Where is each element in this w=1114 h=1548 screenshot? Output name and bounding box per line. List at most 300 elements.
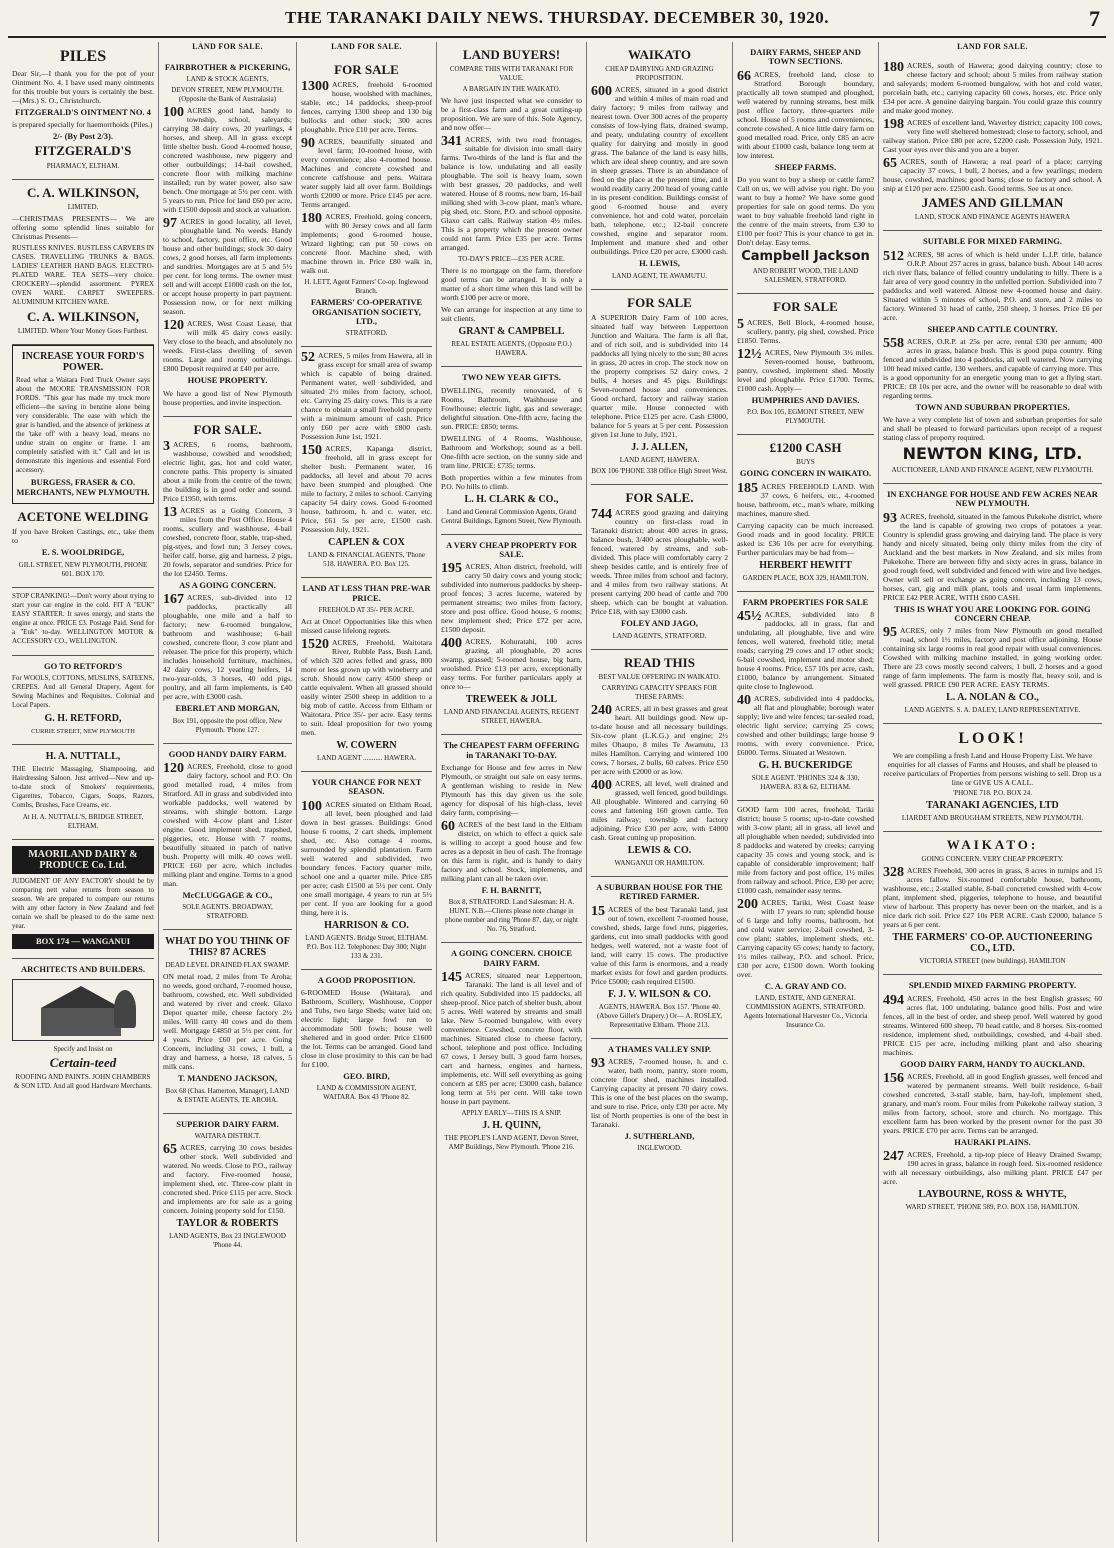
acres-number: 1520 bbox=[301, 637, 329, 653]
page-number: 7 bbox=[1089, 6, 1100, 31]
acres-number: 156 bbox=[883, 1070, 904, 1086]
listing-text: ACRES in good locality, all level, ploughable land. No weeds. Handy to school, factory, post office, etc. Good house and other buildings; stock 30 dairy cows, 2 good horses, all farm implements and sundries. Mortgages are at 5 and 5½ per cent. for long terms. The owner must sell and will accept £1000 cash on the lot, or accept house property in part payment. Possession now, or for next milking season. bbox=[163, 217, 292, 317]
agent-name: F. H. BARNITT, bbox=[481, 885, 542, 896]
look-contact: 'PHONE 718. P.O. BOX 24. bbox=[952, 788, 1033, 797]
listing-text: ACRES, Tariki, West Coast lease with 17 years to run; splendid house of 6 large and lofty rooms, bathroom, hot and cold water service; 2-bail cowshed, 3-cow plant; stables, implement sheds, etc. Carrying capacity 65 cows; handy to factory, 1½ miles railway, P.O. and school. Price, £30 per acre, £1500 down. Worth looking over. bbox=[737, 897, 874, 979]
acres-number: 180 bbox=[301, 211, 322, 227]
column-6 bbox=[732, 42, 878, 1542]
agent-name: Campbell Jackson bbox=[741, 249, 870, 265]
ad-hewitt bbox=[737, 435, 874, 592]
listing-text: ACRES, all in best grasses and great heart. All buildings good. New up-to-date house and all necessary buildings. Six-cow plant (L.K.G.) and engine; 2½ miles Ohaupo, 8 miles Te Awamutu, 13 miles Hamilton. Carrying and wintered 100 cows, 7 horses, 2 bulls, 60 calves. Price £50 per acre with £2000 or as low. bbox=[591, 703, 728, 776]
fitz-price: 2/- (By Post 2/3). bbox=[53, 130, 113, 141]
agent-name: NEWTON KING, LTD. bbox=[902, 444, 1083, 464]
acres-number: 66 bbox=[737, 68, 751, 84]
agent-name: CAPLEN & COX bbox=[328, 537, 405, 549]
ad-nolan bbox=[883, 484, 1102, 724]
agent-name: G. H. BUCKERIDGE bbox=[758, 759, 853, 771]
listing-text: ACRES, Freehold, all in good English grasses, well fenced and watered by permanent streams. Well built residence, 6-bail cowshed concreted, 3-stall stable, barn, hay-loft, implement shed, granary, and man's room. Four miles from Pukekohe railway station, 3 miles from factory, school, store and church. No mortgage. This excellent farm has been worked by the present owner for the past 30 years. PRICE £70 per acre. Terms can be arranged. bbox=[883, 1071, 1102, 1135]
listing-text: ACRES of the best land in the Eltham district, on which to effect a quick sale is willing to accept a good house and few acres as a deposit in lieu of cash. The frontage on this farm is right, and is handy to dairy factory and school. Stock, implements, and milking plant can all be taken over. bbox=[441, 820, 582, 884]
fp-sub: LAND & STOCK AGENTS, bbox=[186, 75, 269, 84]
rt-sub: BEST VALUE OFFERING IN WAIKATO. bbox=[598, 672, 721, 681]
ad-caplen-cox bbox=[301, 347, 432, 578]
listing-text: ACRES, freehold 6-roomed house, woolshed with machines, stable, etc.; 14 paddocks, sheep-proof fences, carrying 1300 sheep and 130 big bullocks and other stock; 300 acres ploughable. Price £10 per acre. Terms. bbox=[301, 80, 432, 135]
agent-name: HERBERT HEWITT bbox=[759, 559, 852, 571]
wilk-intro: —CHRISTMAS PRESENTS— We are offering some splendid lines suitable for Christmas Presents— bbox=[12, 213, 154, 241]
nuttall-addr: At H. A. NUTTALL'S, BRIDGE STREET, ELTHAM. bbox=[22, 812, 144, 830]
category-heading: LAND FOR SALE. bbox=[331, 42, 402, 51]
agent-name: TAYLOR & ROBERTS bbox=[176, 1218, 279, 1230]
ad-retford bbox=[12, 656, 154, 745]
ts-head: TOWN AND SUBURBAN PROPERTIES. bbox=[915, 401, 1070, 412]
category-heading: LAND FOR SALE. bbox=[192, 42, 263, 51]
ad-farmers-coop bbox=[883, 832, 1102, 975]
acres-number: 200 bbox=[737, 896, 758, 912]
agent-addr: WANGANUI OR HAMILTON. bbox=[614, 858, 705, 867]
listing-text: ACRES, situated near Leppertoon, Taranaki. The land is all level and of rich quality. Subdivided into 15 paddocks, all sheep-proof. Nice patch of shelter bush, about 5 acres. Well watered by streams and small lake. New 5-roomed bungalow, with every convenience. Cowshed, concrete floor, with machines. Situated close to cheese factory, school, telephone and post office. Including 67 cows, 1 Jersey bull, 3 good farm horses, cart and harness, engines and harness, implements, etc. Will sell everything as going concern at £85 per acre; £3000 cash, balance long term at 5½ per cent. Will take town house in part payment. bbox=[441, 971, 582, 1107]
listing-text: ACRES, Alton district, freehold, will carry 50 dairy cows and young stock; subdivided into numerous paddocks by sheep-proof fences; 3 acres lucerne, watered by permanent streams; two miles from factory, store and post office. Good house, 6 rooms; new implement shed; Price £72 per acre, £1500 deposit. bbox=[441, 562, 582, 635]
listing-text: ACRES, subdivided into 8 paddocks, all in grass, flat and undulating, all ploughable, live and wire fences, well watered, freehold title; metal roads; carrying 29 cows and 17 other stock; 6-bail cowshed, implement and motor shed; house 4 rooms. Price, £57 10s per acre, cash, £1000, balance by arrangement. Situated quite close to Inglewood. bbox=[737, 609, 874, 691]
listing-text: ACRES, Freehold, 450 acres in the best English grasses; 60 acres flat, 100 undulating, balance good hills. Post and wire fences, all in the best of order, and sheep proof. Well watered by good streams. Wintered 600 sheep, 70 head cattle, and 8 horses. Six-roomed residence, implement shed, outbuildings, cowshed, and 4-bail shed. PRICE £15 per acre, including milking plant and also shearing machines. bbox=[883, 993, 1102, 1057]
acres-number: 150 bbox=[301, 443, 322, 459]
column-3 bbox=[296, 42, 436, 1542]
agent-addr: P.O. Box 105, EGMONT STREET, NEW PLYMOUTH. bbox=[747, 407, 864, 425]
ford-head: INCREASE YOUR FORD'S POWER. bbox=[21, 351, 145, 374]
ford-text: Read what a Waitara Ford Truck Owner says about the MOORE TRANSMISSION FOR FORDS. "This gear has made my truck more efficient—the saving in benzine alone being very considerable. The ease with which the gear is handled, and the absence of jerkiness at the 'take off' with a heavy load, means no undue strain on engine or frame. I am completely satisfied with it." Call and let us demonstrate this ingenious and essential Ford accessory. bbox=[16, 376, 150, 475]
ad-newton-king bbox=[883, 231, 1102, 484]
ch-head: The CHEAPEST FARM OFFERING in TARANAKI TO-DAY. bbox=[443, 740, 580, 760]
agent-name: EBERLET AND MORGAN, bbox=[175, 703, 280, 714]
ad-ca-gray bbox=[737, 801, 874, 1038]
agent-addr: LAND AGENT, TE AWAMUTU. bbox=[611, 271, 708, 280]
gc-head: AS A GOING CONCERN. bbox=[179, 579, 276, 590]
ad-lh-clark bbox=[441, 367, 582, 534]
agent-name: L. A. NOLAN & CO., bbox=[946, 692, 1039, 704]
ad-laybourne bbox=[883, 975, 1102, 1220]
ad-lewis-co bbox=[591, 650, 728, 877]
listing-text: ACRES good grazing and dairying country on first-class road in Taranaki district; about 400 acres in grass, balance bush, 3/400 acres ploughable, well-fenced, watered by streams, and sub-divided. This place will comfortably carry 2 sheep besides cattle, and is entirely free of weeds. Three miles from school and factory, and 4 miles from two railway stations. At present carrying 200 head of cattle and 700 sheep, which can be bought at valuation. Price £18, with say £3000 cash. bbox=[591, 508, 728, 617]
acres-number: 45½ bbox=[737, 608, 762, 624]
mf-head: SUITABLE FOR MIXED FARMING. bbox=[923, 236, 1062, 247]
ad-taylor-roberts bbox=[163, 1114, 292, 1258]
acres-number: 95 bbox=[883, 625, 897, 641]
td-text-2: We can arrange for inspection at any time to suit clients. bbox=[441, 305, 582, 324]
acres-number: 247 bbox=[883, 1149, 904, 1165]
wk-head: WAIKATO bbox=[627, 47, 692, 62]
listing-text: ACRES, Bell Block, 4-roomed house, scullery, pantry, pig shed, cowshed. Price £1850. Terms. bbox=[737, 317, 874, 345]
fp-head: FAIRBROTHER & PICKERING, bbox=[164, 62, 291, 72]
house-illustration bbox=[12, 979, 154, 1041]
agent-name: FOLEY AND JAGO, bbox=[621, 618, 698, 629]
vc-head: A VERY CHEAP PROPERTY FOR SALE. bbox=[446, 539, 577, 559]
acres-number: 100 bbox=[301, 798, 322, 814]
acres-number: 120 bbox=[163, 761, 184, 777]
acres-number: 90 bbox=[301, 136, 315, 152]
td-text: There is no mortgage on the farm, therefore good terms can be arranged. It is only a matter of a short time when this land will be worth £100 per acre or more. bbox=[441, 266, 582, 303]
listing-text: ACRES, Kohuratahi, 100 acres grazing, all ploughable, 20 acres swamp, grassed; 5-roomed house, big barn, woolshed. Price £13 per acre, exceptionally easy terms. For further particulars apply at once to— bbox=[441, 637, 582, 692]
arch-text: ROOFING AND PAINTS. JOHN CHAMBERS & SON LTD. And all good Hardware Merchants. bbox=[14, 1072, 152, 1090]
acres-number: 12½ bbox=[737, 346, 762, 362]
column-2 bbox=[158, 42, 296, 1542]
listing-text: ACRES, freehold land, close to Stratford Borough boundary, practically all town stumped and ploughed, well watered by running streams, best milk post office factory, three-quarters mile school. House of 5 rooms and conveniences, concrete cowshed. A nice little dairy farm on good metalled road. Price, only £85 an acre with about £1000 cash, balance long term at low interest. bbox=[737, 69, 874, 160]
nuttall-name: H. A. NUTTALL, bbox=[45, 750, 121, 762]
agent-name: C. A. GRAY AND CO. bbox=[764, 980, 847, 991]
look-text: We are compiling a fresh Land and House Property List. We have enquiries for all classes of Farms and Houses, and shall be pleased to receive particulars of Properties from persons wishing to sell. Drop us a line or GIVE US A CALL. bbox=[883, 750, 1102, 787]
listing-text: ACRES, south of Hawera; good dairying country; close to cheese factory and school; about 5 miles from railway station and saleyards; modern 6-roomed bungalow, with hot and cold water, porcelain bath, etc.; carrying capacity 60 cows, horses, etc. Price only £34 per acre. A genuine dairying bargain. You could graze this country and make good money. bbox=[883, 61, 1102, 115]
wilk-list: RUSTLESS KNIVES. RUSTLESS CARVERS IN CASES. TRAVELLING TRUNKS & BAGS. LADIES' LEATHER HAND BAGS. ELECTRO-PLATED WARE. TEA SETS—very choice. CROCKERY—splendid assortment. PYREX OVEN WARE. CARPET SWEEPERS. ALUMINIUM KITCHEN WARE. bbox=[12, 243, 154, 306]
stop-text: STOP CRANKING!—Don't worry about trying to start your car engine in the cold. FIT A "EUK" EASY STARTER. It saves energy, and starts the engine at once. PRICE £3. Postage Paid. Send for a "Euk" to-day. WELLINGTON MOTOR & ACCESSORY CO., WELLINGTON. bbox=[12, 591, 154, 645]
ad-euk-starter bbox=[12, 588, 154, 656]
agent-note: H. LETT, Agent Farmers' Co-op. Inglewood Branch. bbox=[304, 278, 429, 296]
c12-sub: BUYS bbox=[796, 458, 815, 467]
column-7 bbox=[878, 42, 1106, 1542]
acres-number: 145 bbox=[441, 970, 462, 986]
arch-brand: Certain-teed bbox=[49, 1054, 117, 1070]
acres-number: 341 bbox=[441, 134, 462, 150]
agent-name: GRANT & CAMPBELL bbox=[458, 326, 565, 338]
agent-addr: LAND, ESTATE, AND GENERAL COMMISSION AGENTS, STRATFORD. Agents International Harvester Co., Victoria Insurance Co. bbox=[743, 994, 868, 1030]
agent-name: TARANAKI AGENCIES, LTD bbox=[926, 799, 1059, 811]
sf-head: SHEEP FARMS. bbox=[774, 161, 837, 172]
wd-head: WHAT DO YOU THINK OF THIS? 87 ACRES bbox=[165, 936, 290, 959]
acres-number: 97 bbox=[163, 216, 177, 232]
piles-title: PILES bbox=[59, 48, 107, 65]
listing-text: ACRES, sub-divided into 12 paddocks, practically all ploughable, one mile and a half to factory; new 6-roomed bungalow, bathroom and washhouse; 6-bail cowshed, concrete floor, 3 cow plant and releaser. The price for this property, which includes household furniture, machines, 42 dairy cows, 12 yearling heifers, 14 two-year-olds, 3 horses, 40 odd pigs, poultry, and all farm implements, is £40 per acre, with £3000 cash. bbox=[163, 593, 292, 702]
for-sale-heading: FOR SALE bbox=[334, 62, 399, 77]
retford-addr: CURRIE STREET, NEW PLYMOUTH bbox=[31, 727, 135, 735]
gp-head: A GOOD PROPOSITION. bbox=[317, 974, 416, 985]
ch-text: Exchange for House and few acres in New Plymouth, or straight out sale on easy terms. A gentleman wishing to reside in New Plymouth has this day given us the sole agency for disposal of his high-class, level dairy farm, comprising— bbox=[441, 763, 582, 818]
agent-addr: LAND AGENTS. S. A. DALEY, LAND REPRESENTATIVE. bbox=[904, 706, 1081, 715]
agent-addr: AND ROBERT WOOD, THE LAND SALESMEN, STRATFORD. bbox=[752, 267, 859, 285]
lb-sub: COMPARE THIS WITH TARANAKI FOR VALUE. bbox=[449, 65, 574, 83]
agent-addr: LAND AGENTS, STRATFORD. bbox=[612, 631, 707, 640]
ny-2: DWELLING of 4 Rooms, Washhouse, Bathroom and Workshop; sound as a bell. One-fifth acre section, on the sunny side and tram line. PRICE: £735; terms. bbox=[441, 433, 582, 470]
hp-head: HOUSE PROPERTY. bbox=[187, 375, 268, 386]
dt-head: DAIRY FARMS, SHEEP AND TOWN SECTIONS. bbox=[750, 47, 861, 67]
agent-addr: LAND AGENTS, Box 23 INGLEWOOD 'Phone 44. bbox=[169, 1232, 286, 1250]
rt-sub-2: CARRYING CAPACITY SPEAKS FOR THESE FARMS: bbox=[601, 683, 718, 701]
agent-sub: LAND AGENT, HAWERA. bbox=[619, 455, 700, 464]
sb-head: A SUBURBAN HOUSE FOR THE RETIRED FARMER. bbox=[596, 881, 723, 902]
listing-text: ACRES of excellent land, Waverley district; capacity 100 cows, very fine well sheltered homestead; close to factory, school, and railway station. Price £80 per acre, £2200 cash. Possession July, 1921. Cast your eyes over this and you are a buyer. bbox=[883, 118, 1102, 154]
listing-text: ACRES, all level, well drained and grassed, well fenced, good buildings. All ploughable. Wintered and carrying 60 cows and fattening 160 grown cattle. Ten miles railway; township and factory adjoining. Price £30 per acre, with £4000 cash. Great cutting up proposition. bbox=[591, 778, 728, 842]
listing-text: ACRES, 98 acres of which is held under L.I.P. title, balance O.R.P. About 257 acres in grass, balance bush. About 140 acres rich river flats, balance of felled country undulating to hilly. There is a fair area of very good country in the unfelled portion. Subdivided into 7 paddocks and well watered. Almost new 4-roomed house and dairy. Situated within 5 minutes of school, P.O. and store, and 2 miles to factory. Wintered 31 head of cattle, 250 sheep, 3 horses. Price £6 per acre. bbox=[883, 249, 1102, 322]
acres-number: 5 bbox=[737, 316, 744, 332]
agent-name: J. J. ALLEN, bbox=[631, 441, 688, 453]
acet-head: ACETONE WELDING bbox=[17, 508, 149, 524]
wilk-tag: LIMITED. Where Your Money Goes Furthest. bbox=[17, 327, 149, 336]
agent-addr: Land and General Commission Agents, Grand Central Buildings, Egmont Street, New Plymouth. bbox=[441, 507, 582, 525]
acres-number: 600 bbox=[591, 84, 612, 100]
listing-text: ACRES, 6 rooms, bathroom, washhouse, cowshed and woodshed; electric light, gas, hot and cold water, concrete paths. This property is situated about a mile from the centre of the town; the building is in good order and sound. Price £1950, with terms. bbox=[163, 439, 292, 503]
agent-name: L. H. CLARK & CO., bbox=[464, 493, 559, 505]
agent-addr: LAND AND FINANCIAL AGENTS, REGENT STREET, HAWERA. bbox=[443, 708, 580, 726]
agent-name: THE FARMERS' CO-OP. AUCTIONEERING CO., LTD. bbox=[892, 932, 1093, 955]
agent-name: HARRISON & CO. bbox=[324, 919, 409, 931]
agent-addr: STRATFORD. bbox=[345, 329, 388, 338]
c12-sub-2: GOING CONCERN IN WAIKATO. bbox=[739, 468, 872, 479]
agent-name: LAYBOURNE, ROSS & WHYTE, bbox=[918, 1189, 1067, 1201]
acres-number: 400 bbox=[441, 636, 462, 652]
ad-fairbrother bbox=[163, 57, 292, 417]
ad-cowern bbox=[301, 578, 432, 772]
agent-addr: LAND AGENT ........... HAWERA. bbox=[316, 754, 417, 763]
gcc-head: A GOING CONCERN. CHOICE DAIRY FARM. bbox=[451, 948, 572, 968]
listing-text: ACRES, 5 miles from Hawera, all in grass except for small area of swamp which is capable of being drained. Permanent water, well subdivided, and situated 2½ miles from factory, school, etc. Carrying 25 dairy cows. This is a rare chance to obtain a small freehold property with a minimum amount of cash. Price only £60 per acre with £800 cash. Possession June 1st, 1921. bbox=[301, 351, 432, 442]
column-4 bbox=[436, 42, 586, 1542]
listing-text: ACRES of the best Taranaki land, just out of town, excellent 7-roomed house, cowshed, sheds, large fowl runs, piggeries, gardens, cut into small paddocks with good hedges, well watered, not a waste foot of land, will carry 15 cows. The productive value of this farm is enormous, and a ready market exists for fowl and garden products. Price £5000; cash required £1500. bbox=[591, 904, 728, 986]
gp-text: 6-ROOMED House (Waitara), and Bathroom, Scullery, Washhouse, Copper and Tubs, two large Sheds; water laid on; electric light; large fowl run to accommodate 500 fowls; house well sheltered and in good order. Price £1600 the lot. Terms can be arranged. Good land close in close proximity to this can be had for £100. bbox=[301, 988, 432, 1070]
agent-addr: LAND & COMMISSION AGENT, WAITARA. Box 43 'Phone 82. bbox=[316, 1084, 417, 1102]
wilk-sub: LIMITED. bbox=[67, 202, 99, 211]
ad-eberlet bbox=[163, 417, 292, 744]
acres-number: 195 bbox=[441, 561, 462, 577]
agent-name: H. LEWIS, bbox=[639, 258, 680, 269]
listing-text: A SUPERIOR Dairy Farm of 100 acres, situated half way between Leppertoon Junction and Waitara. The farm is all flat, and of rich soil, and is subdivided into 14 paddocks all lying nicely to the sun; 80 acres in grass, 20 acres in crop. The stock now on the property comprises 52 dairy cows, 2 bulls, 4 horses and 45 pigs. Buildings: Seven-roomed house and conveniences. Good orchard, factory and railway station quarter mile. House connected with telephone. Price £125 per acre. Cash £3000, balance for 5 years at 5 per cent. Possession given 1st June to July, 1921. bbox=[591, 312, 728, 439]
fitz-sub: PHARMACY, ELTHAM. bbox=[46, 161, 120, 170]
maori-foot: BOX 174 — WANGANUI bbox=[12, 934, 154, 949]
ad5-foot: APPLY EARLY—THIS IS A SNIP. bbox=[461, 1109, 562, 1118]
look-head: LOOK! bbox=[958, 730, 1027, 748]
column-5 bbox=[586, 42, 732, 1542]
listing-text: GOOD farm 100 acres, freehold, Tariki district; house 5 rooms; up-to-date cowshed with 3-cow plant; all in grass, all level and all ploughable when needed; subdivided into 8 paddocks and watered by creeks; carrying capacity 35 cows and young stock, and is capable of considerable improvement; half mile from factory and post office, 1½ miles from railway and school. Price, £30 per acre; £1000 cash, remainder easy terms. bbox=[737, 804, 874, 895]
acres-number: 1300 bbox=[301, 79, 329, 95]
listing-text: ACRES, Freehold, close to good dairy factory, school and P.O. On good metalled road, 4 miles from Stratford. All in grass and subdivided into workable paddocks, well watered by streams, with shingle bottom. Large cowshed with 4-cow plant and Lister engine. Good implement shed, trapshed, piggeries, etc. House with 7 rooms, beautifully situated in patch of native bush. Property will milk 40 cows well. PRICE £60 per acre, which includes milking plant and engine. Terms to a good man. bbox=[163, 762, 292, 889]
agent-addr: Box 8, STRATFORD. Land Salesman: H. A. HUNT. N.B.—Clients please note change in phone number and ring 'Phone 87, day, or night No. 76, Stratford. bbox=[444, 898, 578, 934]
ad-maoriland bbox=[12, 840, 154, 959]
acres-number: 15 bbox=[591, 903, 605, 919]
retford-head: GO TO RETFORD'S bbox=[43, 660, 123, 671]
gh-head: GOOD HANDY DAIRY FARM. bbox=[168, 748, 287, 759]
ad-nuttall bbox=[12, 745, 154, 840]
listing-text: ACRES, Freehold, a tip-top piece of Heavy Drained Swamp; 190 acres in grass, balance in rough feed. Six-roomed residence with all necessary outbuildings, also milking plant. PRICE £47 per acre. bbox=[883, 1150, 1102, 1187]
agent-addr: LIARDET AND BROUGHAM STREETS, NEW PLYMOUTH. bbox=[901, 813, 1084, 822]
acres-number: 93 bbox=[591, 1055, 605, 1071]
wd-sub: DEAD LEVEL DRAINED FLAX SWAMP. bbox=[165, 961, 290, 970]
agent-name: JAMES AND GILLMAN bbox=[921, 195, 1064, 210]
retford-list: For WOOLS, COTTONS, MUSLINS, SATEENS, CREPES. And all General Drapery, Agent for Sewing Machines and Requisites. Colonial and Local Papers. bbox=[12, 673, 154, 709]
ad-buckeridge bbox=[737, 592, 874, 801]
agent-addr: Box 191, opposite the post office, New Plymouth. 'Phone 127. bbox=[172, 716, 283, 734]
ad-wilkinson bbox=[12, 180, 154, 346]
ex-head: IN EXCHANGE FOR HOUSE AND FEW ACRES NEAR NEW PLYMOUTH. bbox=[887, 488, 1098, 509]
agent-addr: SOLE AGENTS. BROADWAY, STRATFORD. bbox=[182, 903, 273, 921]
ad-foley-jago bbox=[591, 485, 728, 650]
agent-addr: GARDEN PLACE, BOX 329, HAMILTON. bbox=[742, 573, 869, 582]
acres-number: 100 bbox=[163, 105, 184, 121]
agent-name: FARMERS' CO-OPERATIVE ORGANISATION SOCIETY, LTD., bbox=[310, 297, 423, 326]
ny-head: TWO NEW YEAR GIFTS. bbox=[462, 372, 561, 383]
nuttall-text: THE Electric Massaging, Shampooing, and Hairdressing Saloon. Just arrived—New and up-to-date stock of Smokers' requirements, Cigarettes, Tobacco, Cigars, Soaps, Razors, Combs, Brushes, Face Creams, etc. bbox=[12, 764, 154, 809]
ad-campbell-jackson bbox=[737, 42, 874, 294]
arch-sub: Specify and Insist on bbox=[53, 1044, 113, 1053]
agent-name: F. J. V. WILSON & CO. bbox=[608, 988, 711, 1000]
agent-addr: AGENTS, HAWERA. Box 157. 'Phone 40. (Above Gillet's Drapery.) Or— A. ROSLEY, Representative Eltham. 'Phone 213. bbox=[596, 1002, 723, 1029]
ad-humphries-davies bbox=[737, 294, 874, 435]
agent-name: W. COWERN bbox=[336, 740, 397, 752]
sd-head: SUPERIOR DAIRY FARM. bbox=[176, 1118, 279, 1129]
lp-head: LAND AT LESS THAN PRE-WAR PRICE. bbox=[302, 583, 431, 603]
agent-addr: SOLE AGENT. 'PHONES 324 & 330, HAWERA. 83 & 62, ELTHAM. bbox=[751, 773, 860, 791]
ad-harrison bbox=[301, 772, 432, 970]
ad-piles bbox=[12, 42, 154, 180]
lp-text: Act at Once! Opportunities like this when missed cause lifelong regrets. bbox=[301, 617, 432, 636]
agent-addr: LAND, STOCK AND FINANCE AGENTS HAWERA bbox=[914, 213, 1071, 222]
maori-head: MAORILAND DAIRY & PRODUCE Co. Ltd. bbox=[12, 846, 154, 874]
wilk-name: C. A. WILKINSON, bbox=[26, 184, 140, 200]
acres-number: 328 bbox=[883, 865, 904, 881]
sm-head: SPLENDID MIXED FARMING PROPERTY. bbox=[908, 980, 1077, 991]
ny-1: DWELLING, recently renovated, of 6 Rooms, Bathroom, Washhouse and Fowlhouse; electric light, gas and sewerage; delightful situation. One-fifth acre, facing the sun. PRICE: £850; terms. bbox=[441, 385, 582, 431]
fitz-heading: FITZGERALD'S OINTMENT NO. 4 bbox=[15, 106, 151, 117]
ad-fcos bbox=[301, 57, 432, 347]
sc-head: SHEEP AND CATTLE COUNTRY. bbox=[927, 323, 1058, 334]
maori-text: JUDGMENT OF ANY FACTORY should be by comparing nett value returns from season to season. We are prepared to compare our returns with any other factory in New Zealand and feel certain we shall be pleased to do the same next year. bbox=[12, 876, 154, 930]
sf-text: Do you want to buy a sheep or cattle farm? Call on us, we will advise you right. Do you want to buy a home? We have some good properties for sale on good terms. Do you want to buy valuable freehold land right in the centre of the main streets, from £30 to £100 per foot? This is your chance to get in. Don't delay. Easy terms. bbox=[737, 175, 874, 248]
sd-sub: WAITARA DISTRICT. bbox=[194, 1132, 261, 1141]
listing-text: ACRES, Freehold, going concern, with 80 Jersey cows and all farm implements; good 6-roomed house, Wizard lighting; can put 50 cows on concrete floor. Machine shed, with machine thrown in. Price £80 walk in, walk out. bbox=[301, 212, 432, 276]
tw-head: THIS IS WHAT YOU ARE LOOKING FOR. GOING CONCERN CHEAP. bbox=[894, 603, 1091, 623]
acres-number: 13 bbox=[163, 504, 177, 520]
acres-number: 60 bbox=[441, 819, 455, 835]
listing-text: ACRES, situated in a good district and within 4 miles of main road and dairy factory; 9 miles from railway and nearest town. Over 300 acres of the property consists of low-lying flats, drained swamp, and peaty, undulating country of excellent quality for dairying and mostly in good grass. The balance of the land is easy hills, which are ideal sheep country, and are sown in sheep grasses. There is an abundance of feed on the place at the present time, and it would readily carry 200 head of young cattle in its present condition. Buildings consist of good 6-roomed house and every convenience, hot and cold water, porcelain bath, telephone, etc.; 12-bail concrete cowshed, engine and separator room. Implement and manure shed and other outbuildings. Price £20 per acre, £3000 cash. bbox=[591, 85, 728, 257]
for-sale-heading: FOR SALE bbox=[627, 294, 692, 310]
wk-sub: CHEAP DAIRYING AND GRAZING PROPOSITION. bbox=[605, 65, 714, 83]
masthead-rule bbox=[8, 36, 1106, 38]
category-heading: LAND FOR SALE. bbox=[957, 42, 1028, 51]
acet-addr: GILL STREET, NEW PLYMOUTH, PHONE 601. BOX 170. bbox=[18, 560, 148, 578]
acres-number: 65 bbox=[883, 156, 897, 171]
ad-barnitt bbox=[441, 735, 582, 943]
listing-text: ACRES, West Coast Lease, that will milk 45 dairy cows easily. Very close to the beach, and absolutely no weeds. First-class dwelling of seven rooms. Large and roomy outbuildings. £800 Deposit required at £40 per acre. bbox=[163, 319, 292, 374]
ad-certainteed bbox=[12, 959, 154, 1099]
listing-text: ACRES, 7-roomed house, h. and c. water, bath room, pantry, store room, concrete floor shed, machines installed. Carrying capacity at present 70 dairy cows. This is one of the best places on the swamp, and sure to rise. Price, only £30 per acre. My list of North properties is one of the best in Taranaki. bbox=[591, 1056, 728, 1129]
ad-acetone bbox=[12, 504, 154, 588]
fitz-name: FITZGERALD'S bbox=[34, 143, 132, 159]
agent-name: J. H. QUINN, bbox=[482, 1120, 541, 1132]
ad-james-gillman bbox=[883, 57, 1102, 231]
agent-addr: VICTORIA STREET (new buildings). HAMILTON bbox=[919, 957, 1066, 966]
listing-text: ACRES Freehold, 300 acres in grass, 8 acres in turnips and 15 acres fallow. Six-roomed comfortable house, bathroom, washhouse, etc.; 2-stalled stable, 8-bail concreted cowshed with 4-cow plant, implement shed, piggeries, telephone to house, and beautiful view of harbour. This property has never been on the market, and is a nice dark rich soil. Price £27 10s PER ACRE. Cash £2000, balance 5 years at 6 per cent. bbox=[883, 866, 1102, 930]
rt-head: READ THIS bbox=[624, 654, 695, 670]
agent-addr: BOX 106 'PHONE 338 Office High Street West. bbox=[591, 466, 728, 475]
acres-number: 198 bbox=[883, 117, 904, 132]
ad-lewis bbox=[591, 42, 728, 290]
gd-head: GOOD DAIRY FARM, HANDY TO AUCKLAND. bbox=[900, 1058, 1085, 1069]
listing-text: ACRES, freehold, situated in the famous Pukekohe district, where the land is capable of growing two crops of potatoes a year. Country is splendid grass growing and dairying land. The place is very handy and nicely situated, being only thirty miles from the city of Auckland and the best markets in New Zealand, and six miles from Pukekohe. There are between fifty and sixty acres in grass, balance in good rough feed, well subdivided and fenced with wire and live hedges. Owner will sell or exchange as going concern, including 13 cows, horses, cart, gig and milk plant, tools and usual farm implements. PRICE £42 PER ACRE, WITH £600 CASH. bbox=[883, 511, 1102, 602]
fitz-text: is prepared specially for haemorrhoids (Piles.) bbox=[12, 119, 153, 129]
ad-mccluggage bbox=[163, 744, 292, 931]
fp-head: FARM PROPERTIES FOR SALE bbox=[742, 596, 869, 607]
lb-head: LAND BUYERS! bbox=[462, 47, 561, 62]
hp-text: We have a good list of New Plymouth house properties, and invite inspection. bbox=[163, 388, 292, 407]
agent-addr: AUCTIONEER, LAND AND FINANCE AGENT, NEW PLYMOUTH. bbox=[891, 465, 1094, 474]
agent-name: LEWIS & CO. bbox=[627, 844, 692, 856]
ts-text: We have a very complete list of town and suburban properties for sale and shall be pleased to forward particulars upon receipt of a request stating class of property required. bbox=[883, 415, 1102, 443]
ad-jj-allen bbox=[591, 290, 728, 485]
agent-addr: LAND & FINANCIAL AGENTS, 'Phone 518. HAWERA. P.O. Box 125. bbox=[307, 551, 426, 569]
acres-number: 240 bbox=[591, 702, 612, 718]
agent-addr: WARD STREET, 'PHONE 589, P.O. BOX 158, HAMILTON. bbox=[905, 1203, 1080, 1212]
acres-number: 93 bbox=[883, 510, 897, 526]
agent-addr: Box 68 (Chas. Hamerton, Manager), LAND & ESTATE AGENTS, TE AROHA. bbox=[165, 1086, 290, 1104]
fp-addr: DEVON STREET, NEW PLYMOUTH. (Opposite the Bank of Australasia) bbox=[171, 86, 284, 104]
masthead bbox=[0, 6, 1114, 32]
listing-text: ACRES, Kapanga district, freehold, all in grass except for shelter bush. Permanent water, 16 paddocks, all level and about 70 acres have been stumped and ploughed. One mile to factory, 2 miles to school. Carrying capacity 54 dairy cows. Good 6-roomed house, bathroom, h. and c. water, etc. Price, £61 5s per acre, £1500 cash. Possession July, 1921. bbox=[301, 444, 432, 535]
agent-addr: LAND AGENTS. Bridge Street, ELTHAM. P.O. Box 112. Telephones: Day 300; Night 133 & 231. bbox=[305, 933, 428, 960]
acres-number: 120 bbox=[163, 318, 184, 334]
acres-number: 512 bbox=[883, 248, 904, 264]
agent-name: HUMPHRIES AND DAVIES. bbox=[751, 394, 860, 405]
listing-text: ACRES, south of Hawera; a real pearl of a place; carrying capacity 37 cows, 1 bull, 2 horses, and a few yearlings; modern house, cowshed, machines; good barns; close to factory and school. A snip at £120 per acre. £2500 cash. Good terms. See us at once. bbox=[883, 157, 1102, 193]
ad-mandeno-jackson bbox=[163, 930, 292, 1113]
hp-head: HAURAKI PLAINS. bbox=[954, 1136, 1031, 1147]
piles-text: Dear Sir,—I thank you for the pot of your Ointment No. 4. I have used many ointments for this trouble but yours is certainly the best.—(Mrs.) S. O., Christchurch. bbox=[12, 68, 154, 105]
agent-addr: REAL ESTATE AGENTS, (Opposite P.O.) HAWERA. bbox=[451, 340, 572, 358]
ad-grant-campbell bbox=[441, 42, 582, 367]
acet-text: If you have Broken Castings, etc., take them to bbox=[12, 527, 154, 546]
acres-number: 40 bbox=[737, 692, 751, 708]
wk-head: WAIKATO: bbox=[946, 836, 1039, 852]
c12-head: £1200 CASH bbox=[769, 439, 842, 455]
acres-number: 65 bbox=[163, 1142, 177, 1158]
yc-head: YOUR CHANCE FOR NEXT SEASON. bbox=[311, 777, 422, 797]
acres-number: 185 bbox=[737, 480, 758, 496]
acet-name: E. S. WOOLDRIDGE, bbox=[41, 547, 125, 558]
agent-addr: INGLEWOOD. bbox=[637, 1144, 682, 1153]
listing-text: ACRES good land, handy to township, school, saleyards; carrying 38 dairy cows, 20 yearlings, 4 horses, and sheep. All in grass except little shelter bush. Good 4-roomed house, concreted washhouse, new piggery and other outbuildings; 14-bail cowshed, concrete floor with milking machine installed; run by water power, also saw bench. One mortgage at 5½ per cent. with 5 years to run. Price for land £60 per acre, with £1500 deposit and stock at valuation. bbox=[163, 106, 292, 215]
ford-agent: BURGESS, FRASER & CO. MERCHANTS, NEW PLYMOUTH. bbox=[16, 477, 150, 497]
acres-number: 400 bbox=[591, 777, 612, 793]
agent-addr: THE PEOPLE'S LAND AGENT, Devon Street, AMP Buildings, New Plymouth. 'Phone 216. bbox=[444, 1134, 579, 1152]
agent-name: T. MANDENO JACKSON, bbox=[177, 1073, 277, 1084]
arch-head: ARCHITECTS AND BUILDERS. bbox=[21, 964, 145, 975]
listing-text: ACRES, Freehold, Waitotara River, Rubble Pass, Bush Land, of which 320 acres felled and grass, 800 more or less grown up with wineberry and scrub. Should now carry 4500 sheep or cattle equivalent. When all grassed should easily winter 2500 sheep in addition to a big mob of cattle. Access from Eltham or Waitotara. Price 35/- per acre. Easy terms to suit. Ideal proposition for two young men. bbox=[301, 638, 432, 738]
acres-number: 52 bbox=[301, 350, 315, 366]
wd-text: ON metal road, 2 miles from Te Aroha; no weeds, good orchard, 7-roomed house, bathroom, cowshed, etc. Well subdivided and watered by river and creek. Glaxo Depot quarter mile, cheese factory 2½ miles. Will carry 40 cows and do them well. Mortgage £4850 at 5½ per cent. for 4 years. Price £60 per acre. Going Concern, including 31 cows, 1 bull, a dray and harness, a horse, 18 calves, 5 milk cans. bbox=[163, 972, 292, 1072]
lb-sub-2: A BARGAIN IN THE WAIKATO. bbox=[462, 85, 561, 94]
ad-fjv-wilson bbox=[591, 877, 728, 1039]
acres-number: 558 bbox=[883, 335, 904, 351]
column-1 bbox=[8, 42, 158, 1542]
agent-name: GEO. BIRD, bbox=[343, 1071, 390, 1082]
for-sale-heading: FOR SALE bbox=[773, 299, 838, 315]
acres-number: 167 bbox=[163, 592, 184, 608]
ad-quinn bbox=[441, 943, 582, 1160]
agent-name: McCLUGGAGE & CO., bbox=[182, 890, 273, 901]
acres-number: 3 bbox=[163, 438, 170, 454]
ad-bird bbox=[301, 970, 432, 1111]
wilk-name-2: C. A. WILKINSON, bbox=[26, 308, 140, 324]
agent-name: TREWEEK & JOLL bbox=[465, 694, 558, 706]
for-sale-heading: FOR SALE. bbox=[193, 421, 262, 437]
listing-text: Carrying capacity can be much increased. Good roads and in good locality. PRICE asked is: £36 10s per acre for everything. Further particulars may be had from— bbox=[737, 520, 874, 557]
listing-text: ACRES, subdivided into 4 paddocks, all flat and ploughable; borough water supply; live and wire fences; tar-sealed road, electric light service; carrying 25 cows; cowshed and other buildings; large house 9 rooms, with every convenience. Price, £6000. Terms. Situated at Westown. bbox=[737, 693, 874, 757]
masthead-title: THE TARANAKI DAILY NEWS. THURSDAY. DECEMBER 30, 1920. bbox=[284, 8, 829, 27]
listing-text: ACRES situated on Eltham Road, all level, been ploughed and laid down in best grasses. Buildings: Good house 6 rooms, 2 cart sheds, implement shed, etc. Also cottage 4 rooms, surrounded by splendid plantation. Farm well watered and subdivided, two boundary fences. Factory quarter mile, school one and a quarter mile. Price £85 per acre; cash £1500 at 5½ per cent. Only one small mortgage, 4 years to run at 5½ per cent. If you are looking for a good thing, here it is. bbox=[301, 799, 432, 917]
tv-head: A THAMES VALLEY SNIP. bbox=[607, 1043, 712, 1054]
acres-number: 744 bbox=[591, 507, 612, 523]
listing-text: ACRES FREEHOLD LAND. With 37 cows, 6 heifers, etc., 4-roomed house, bathroom, etc., man's whare, milking machines, manure shed. bbox=[737, 481, 874, 518]
listing-text: ACRES, with two road frontages, suitable for division into small dairy farms. Two-thirds of the land is flat and the balance is low, undulating and all easily ploughable. The soil is heavy loam, sown with best grasses, 20 paddocks, and well watered. House of 8 rooms, new barn, 16-bail milking shed with 3-cow plant, man's whare, pig shed, etc. Store, P.O. and school opposite. Glaxo cart calls. Railway station 4½ miles. This is a property which the present owner could not farm. Price £35 per acre. Terms arranged. bbox=[441, 135, 582, 253]
listing-text: ACRES, New Plymouth 3½ miles. Seven-roomed house, bathroom, pantry, cowshed, implement shed. Mostly level and ploughable. Price £1700. Terms, £1000 cash. Apply— bbox=[737, 347, 874, 393]
lp-sub: FREEHOLD AT 35/- PER ACRE. bbox=[318, 606, 415, 615]
ad-taranaki-agencies bbox=[883, 724, 1102, 832]
acres-number: 180 bbox=[883, 60, 904, 75]
ad-ford bbox=[12, 345, 154, 504]
acres-number: 494 bbox=[883, 992, 904, 1008]
ad-sutherland bbox=[591, 1039, 728, 1162]
